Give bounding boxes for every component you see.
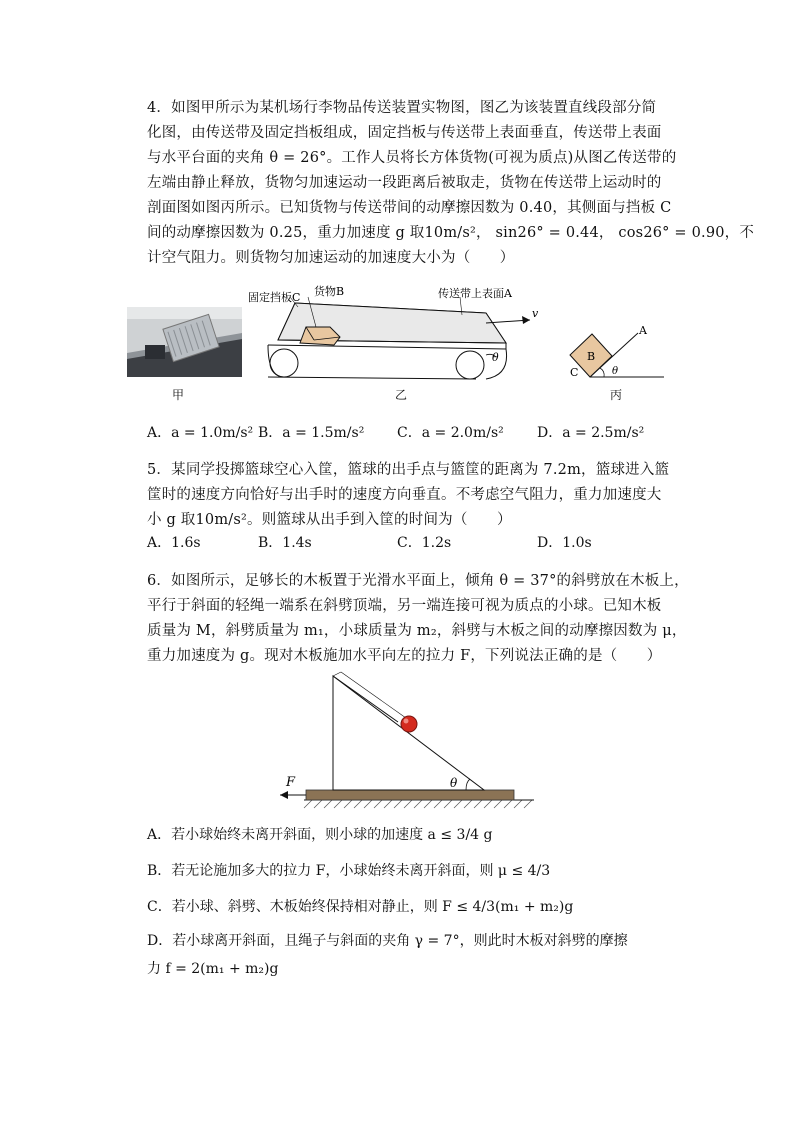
- fig-yi-label-a: 传送带上表面A: [438, 287, 512, 300]
- q6-line: 质量为 M，斜劈质量为 m₁，小球质量为 m₂，斜劈与木板之间的动摩擦因数为 μ，: [147, 623, 687, 639]
- fig-yi-caption: 乙: [395, 388, 408, 402]
- fig-yi-conveyor: [248, 285, 548, 385]
- q5-option-c: C．1.2s: [397, 535, 452, 551]
- fig-bing-caption: 丙: [610, 388, 623, 402]
- q6-option-d: D．若小球离开斜面，且绳子与斜面的夹角 γ = 7°，则此时木板对斜劈的摩擦: [147, 933, 628, 949]
- q6-option-c: C．若小球、斜劈、木板始终保持相对静止，则 F ≤ 4/3(m₁ + m₂)g: [147, 899, 574, 915]
- q4-option-d: D．a = 2.5m/s²: [537, 425, 645, 441]
- fig-jia-caption: 甲: [172, 388, 185, 402]
- q6-ball: [401, 716, 417, 732]
- q4-line: 计空气阻力。则货物匀加速运动的加速度大小为（ ）: [147, 250, 515, 266]
- q6-option-a: A．若小球始终未离开斜面，则小球的加速度 a ≤ 3/4 g: [147, 827, 493, 843]
- q5-line: 小 g 取10m/s²。则篮球从出手到入筐的时间为（ ）: [147, 512, 512, 528]
- q6-label-theta: θ: [450, 776, 458, 790]
- fig-yi-label-v: v: [532, 307, 539, 320]
- q4-line: 化图，由传送带及固定挡板组成，固定挡板与传送带上表面垂直，传送带上表面: [147, 125, 662, 141]
- q5-option-b: B．1.4s: [258, 535, 312, 551]
- fig-bing-label-a: A: [639, 324, 647, 337]
- fig-bing-section: [560, 320, 670, 382]
- q6-label-f: F: [286, 775, 296, 790]
- fig-jia-photo: [127, 307, 242, 377]
- fig-yi-label-c: 固定挡板C: [248, 291, 301, 304]
- q4-option-c: C．a = 2.0m/s²: [397, 425, 504, 441]
- q6-line: 重力加速度为 g。现对木板施加水平向左的拉力 F，下列说法正确的是（ ）: [147, 648, 662, 664]
- q4-option-a: A．a = 1.0m/s²: [147, 425, 254, 441]
- q5-line: 筐时的速度方向恰好与出手时的速度方向垂直。不考虑空气阻力，重力加速度大: [147, 487, 662, 503]
- q4-line: 左端由静止释放，货物匀加速运动一段距离后被取走，货物在传送带上运动时的: [147, 175, 662, 191]
- q4-line: 4．如图甲所示为某机场行李物品传送装置实物图，图乙为该装置直线段部分简: [147, 100, 657, 116]
- fig-yi-label-b: 货物B: [314, 285, 345, 298]
- fig-bing-label-theta: θ: [612, 366, 619, 377]
- fig-yi-right-roller: [456, 351, 484, 379]
- q5-line: 5．某同学投掷篮球空心入筐，篮球的出手点与篮筐的距离为 7.2m，篮球进入篮: [147, 462, 670, 478]
- q6-line: 6．如图所示，足够长的木板置于光滑水平面上，倾角 θ = 37°的斜劈放在木板上，: [147, 573, 689, 589]
- q6-option-d-cont: 力 f = 2(m₁ + m₂)g: [147, 961, 279, 977]
- fig-bing-label-c: C: [570, 366, 579, 379]
- q5-option-a: A．1.6s: [147, 535, 201, 551]
- q4-line: 间的动摩擦因数为 0.25，重力加速度 g 取10m/s²， sin26° = 0.44， cos26° = 0.90，不: [147, 225, 755, 241]
- fig-bing-label-b: B: [587, 350, 596, 363]
- q6-figure: [278, 668, 538, 816]
- q6-option-b: B．若无论施加多大的拉力 F，小球始终未离开斜面，则 μ ≤ 4/3: [147, 863, 551, 879]
- q4-line: 与水平台面的夹角 θ = 26°。工作人员将长方体货物(可视为质点)从图乙传送带的: [147, 150, 677, 166]
- q6-board: [306, 790, 514, 800]
- q5-option-d: D．1.0s: [537, 535, 592, 551]
- q6-wedge: [333, 676, 484, 790]
- q4-option-b: B．a = 1.5m/s²: [258, 425, 365, 441]
- q6-line: 平行于斜面的轻绳一端系在斜劈顶端，另一端连接可视为质点的小球。已知木板: [147, 598, 662, 614]
- q4-line: 剖面图如图丙所示。已知货物与传送带间的动摩擦因数为 0.40，其侧面与挡板 C: [147, 200, 672, 216]
- fig-yi-label-theta: θ: [492, 351, 499, 364]
